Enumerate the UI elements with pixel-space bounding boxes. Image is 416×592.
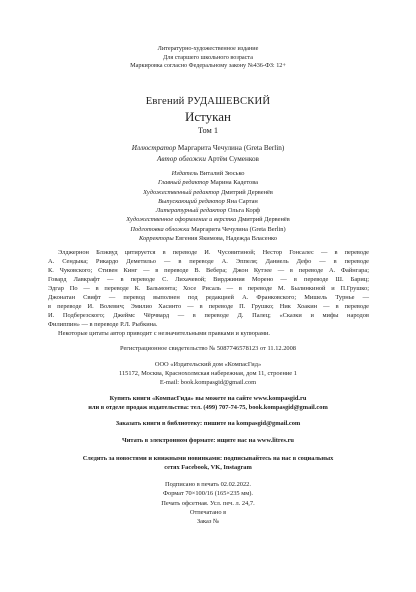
print-details <box>60 480 356 526</box>
credit-role: Главный редактор <box>157 179 209 187</box>
credit-name: Дмитрий Дервенёв <box>237 216 290 224</box>
buy-line: Купить книги «КомпасГида» вы можете на сайте www.kompasgid.ru <box>109 395 307 402</box>
publisher-name: ООО «Издательский дом «КомпасГид» <box>154 361 262 368</box>
print-signed: Подписано в печать 02.02.2022. <box>165 481 251 488</box>
credit-name: Дмитрий Дервенёв <box>220 188 273 196</box>
print-type: Печать офсетная. Усл. печ. л. 24,7. <box>161 499 255 507</box>
quote-note: Некоторые цитаты автор приводит с незначительными правками и купюрами. <box>58 330 271 338</box>
author-last-name: РУДАШЕВСКИЙ <box>187 96 271 107</box>
credit-role: Выпускающий редактор <box>158 197 225 205</box>
social-info <box>60 454 356 472</box>
book-title: Истукан <box>184 109 231 124</box>
cover-name: Артём Суменков <box>207 154 259 163</box>
quote-line: Говард Лавкрафт — в переводе С. Лихачевой; Вирджиния Морено — в переводе Ш. Бариц; <box>48 276 369 284</box>
author-first-name: Евгений <box>145 96 185 107</box>
credit-role: Художественный редактор <box>143 188 220 196</box>
credit-name: Виталий Зюсько <box>199 170 245 177</box>
quote-line: Эдгар По — в переводе К. Бальмонта; Хосе Рисаль — в переводе М. Былинкиной и П.Грушко; <box>48 285 369 293</box>
age-group: Для старшего школьного возраста <box>163 53 253 61</box>
quote-line: в переводе И. Волевич; Эмилио Хасинто — в переводе П. Грушко; Ник Хоакин — в переводе <box>48 303 369 311</box>
social-line: Следить за новостями и книжными новинками: подписывайтесь на нас в социальных <box>82 455 334 462</box>
credit-line <box>60 206 356 215</box>
illustrator-credit <box>60 143 356 153</box>
book-volume: Том 1 <box>197 126 219 135</box>
credit-line <box>60 197 356 206</box>
credit-line <box>60 188 356 197</box>
credit-role: Художественное оформление и верстка <box>126 216 237 224</box>
quote-line: И. Подберезского; Джеймс Чёрчвард — в переводе Д. Палец; «Сказки и мифы народов <box>48 312 369 320</box>
cover-role: Автор обложки <box>157 154 206 163</box>
editorial-credits <box>60 169 356 243</box>
credit-line <box>60 215 356 224</box>
credit-line <box>60 178 356 187</box>
credit-name: Евгения Якимова, Надежда Власенко <box>175 235 278 243</box>
print-order: Заказ № <box>196 518 220 526</box>
buy-info <box>60 394 356 412</box>
translation-notes <box>48 248 369 338</box>
library-order: Заказать книги в библиотеку: пишите на kompasgid@gmail.com <box>115 420 301 427</box>
credit-name: Ольга Корф <box>227 207 261 215</box>
publisher-address: 115172, Москва, Краснохолмская набережная, дом 11, строение 1 <box>119 370 297 378</box>
quote-line: Джонатан Свифт — перевод выполнен под редакцией А. Франковского; Мишель Турнье — <box>48 294 369 302</box>
credit-name: Маргарита Чечулина (Greta Berlin) <box>191 225 286 233</box>
credit-role: Корректоры <box>138 235 174 243</box>
publisher-email: E-mail: book.kompasgid@gmail.com <box>159 379 257 387</box>
registration-certificate: Регистрационное свидетельство № 5087746578123 от 11.12.2008 <box>119 345 296 352</box>
quote-line: А. Сендыка; Рикардо Деметильо — в переводе А. Эппеля; Даниель Дефо — в переводе <box>48 258 369 266</box>
buy-line: или в отделе продаж издательства: тел. (499) 707-74-75, book.kompasgid@gmail.com <box>88 404 328 412</box>
print-format: Формат 70×100/16 (165×235 мм). <box>162 490 254 498</box>
ebook-info: Читать в электронном формате: ищите нас на www.litres.ru <box>122 437 294 444</box>
book-author <box>60 96 356 108</box>
age-marking: Маркировка согласно Федеральному закону №436-ФЗ: 12+ <box>130 62 286 70</box>
credit-role: Подготовка обложки <box>130 225 190 233</box>
illustrator-role: Иллюстратор <box>131 144 177 152</box>
publisher-info <box>60 360 356 388</box>
credit-line <box>60 225 356 234</box>
quote-line: Филиппин» — в переводе Р.Л. Рыбкина. <box>48 321 158 329</box>
illustrator-name: Маргарита Чечулина (Greta Berlin) <box>177 144 285 152</box>
credit-line <box>60 234 356 243</box>
quote-line: Элджернон Блэквуд цитируется в переводе И. Чусовитиной; Нестор Гонсалес — в переводе <box>58 249 369 256</box>
print-printed: Отпечатано в <box>189 508 227 516</box>
social-line: сетях Facebook, VK, Instagram <box>164 464 252 472</box>
edition-header <box>60 45 356 71</box>
edition-type: Литературно-художественное издание <box>157 45 259 52</box>
credit-role: Издатель <box>171 170 199 177</box>
quote-line: К. Чуковского; Стивен Кинг — в переводе В. Вебера; Джон Кутзее — в переводе А. Файнгара; <box>48 267 369 275</box>
credit-role: Литературный редактор <box>155 207 227 215</box>
credit-name: Марина Кадетова <box>210 179 258 187</box>
credit-name: Яна Сартан <box>226 197 258 205</box>
cover-credit <box>60 154 356 164</box>
credit-line <box>60 169 356 178</box>
